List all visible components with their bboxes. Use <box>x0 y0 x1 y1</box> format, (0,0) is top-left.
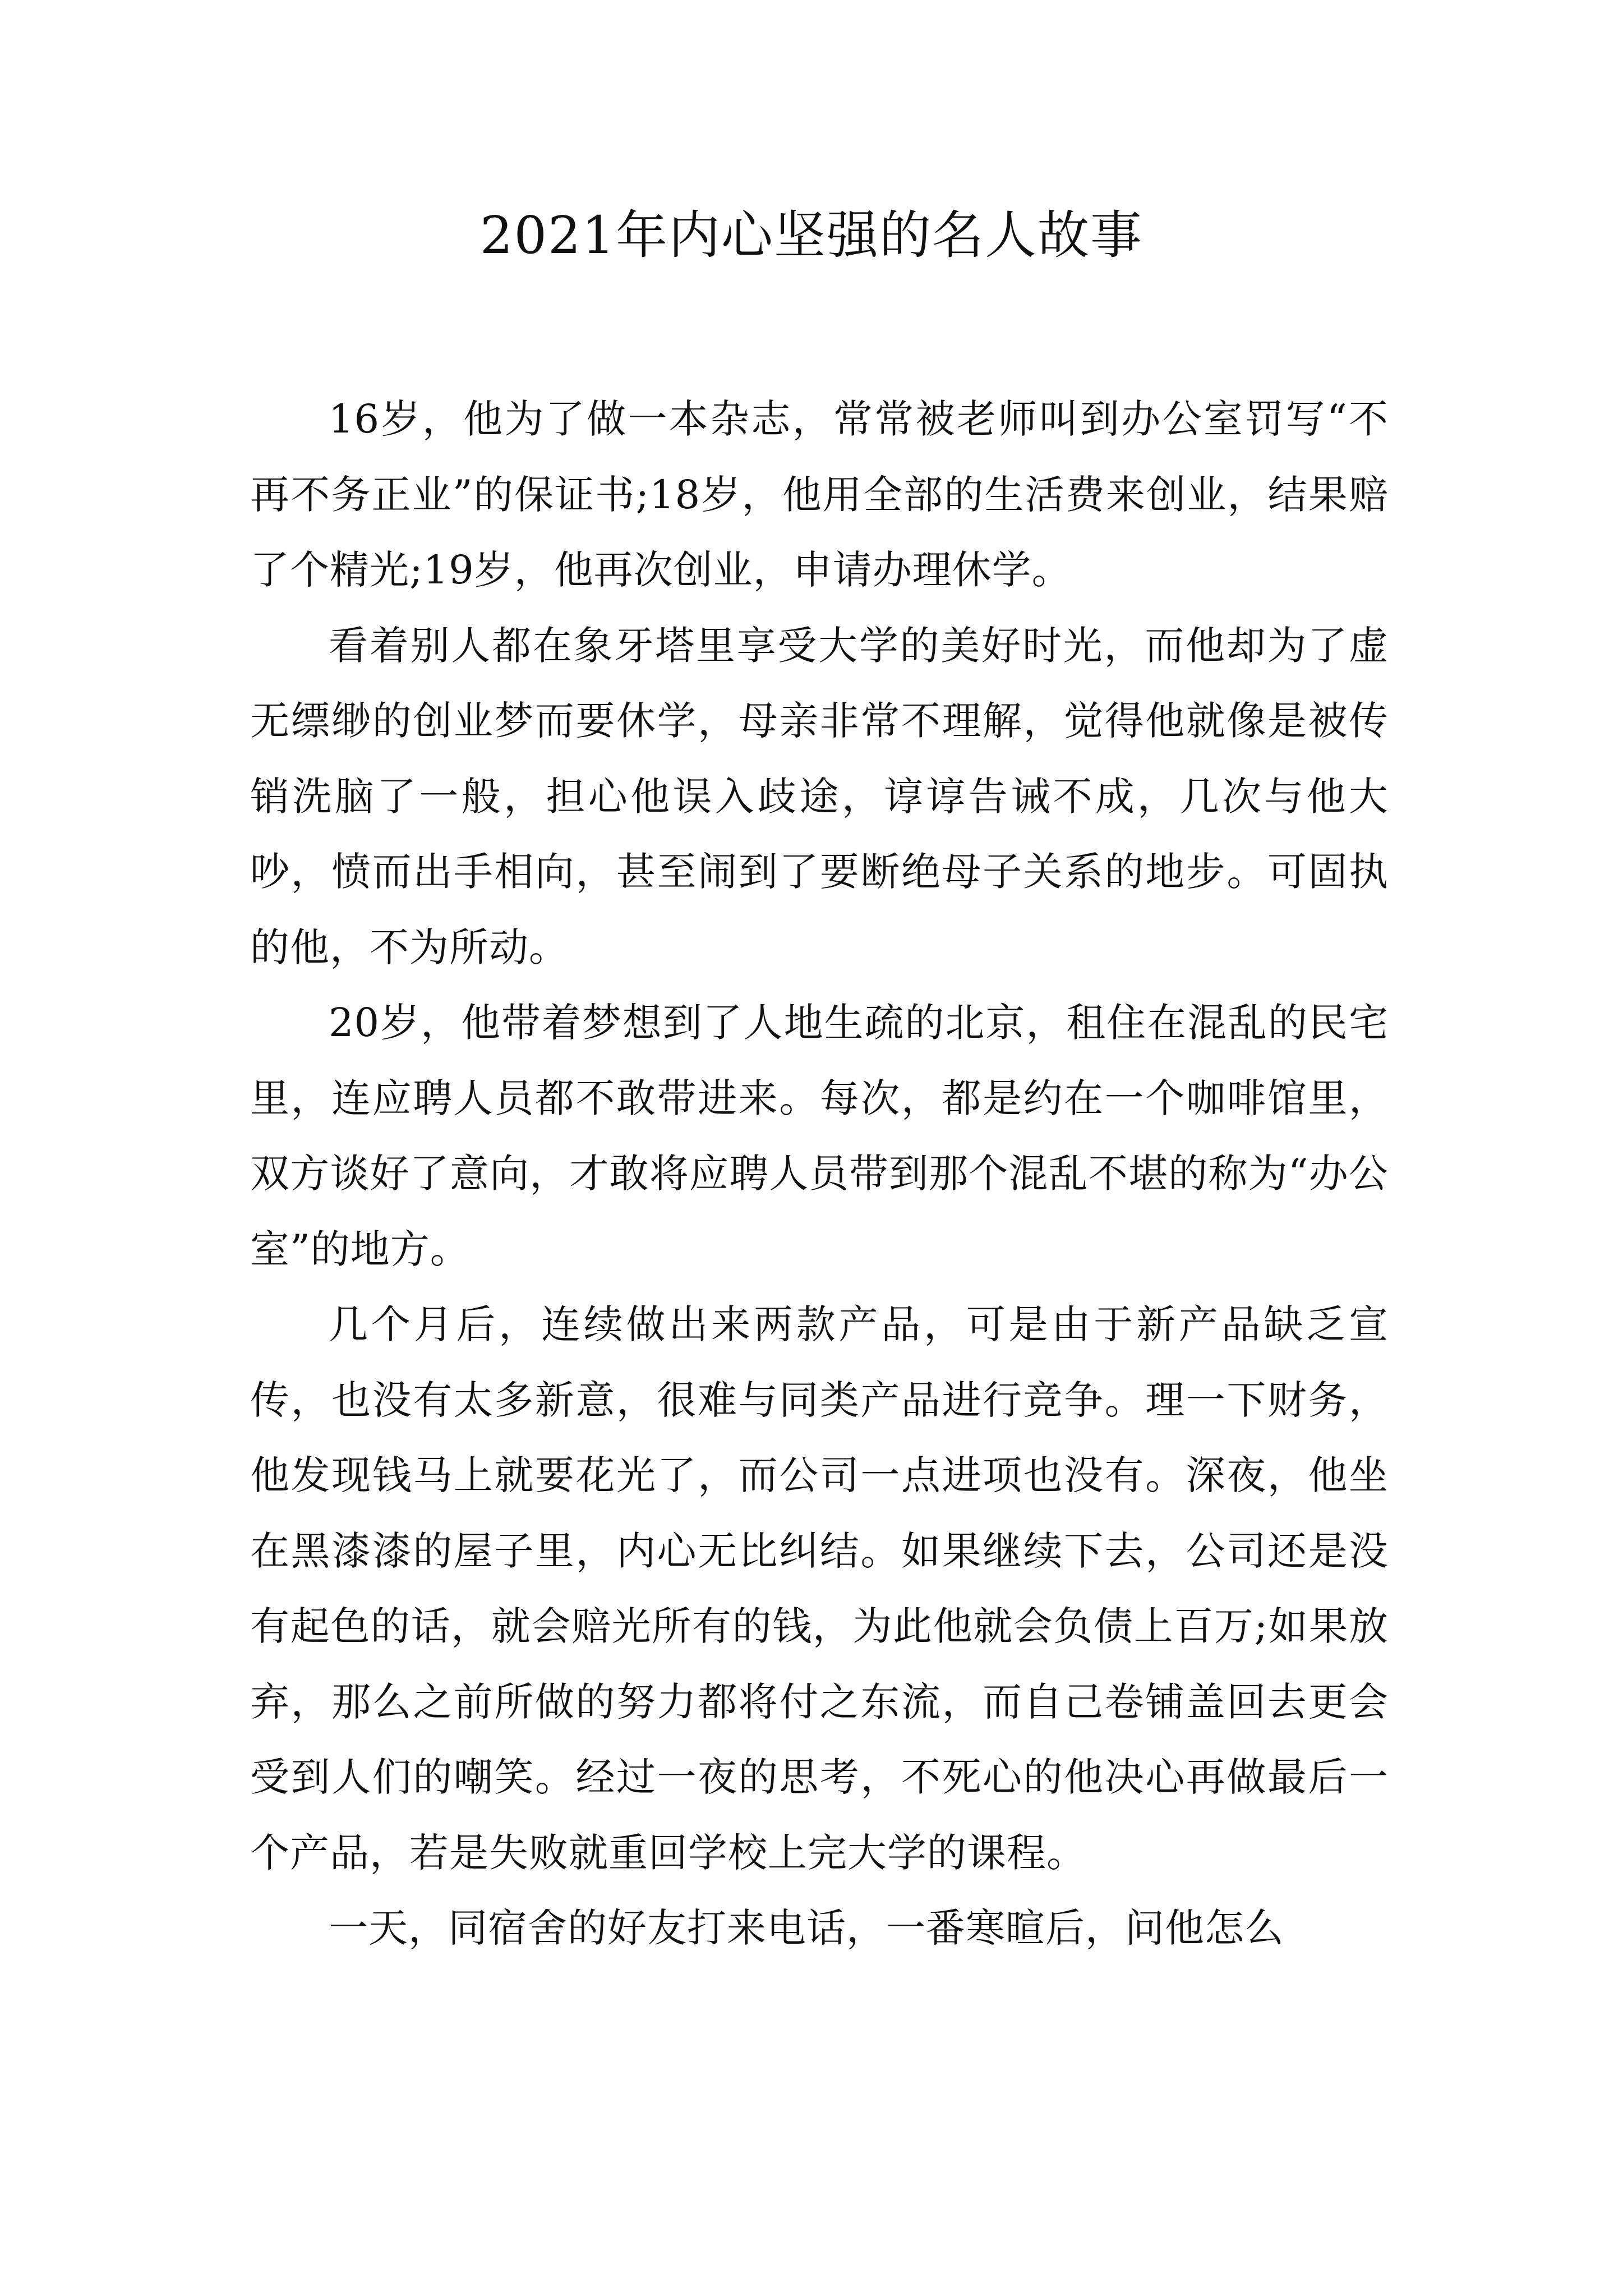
paragraph: 20岁，他带着梦想到了人地生疏的北京，租住在混乱的民宅里，连应聘人员都不敢带进来。每次，都是约在一个咖啡馆里，双方谈好了意向，才敢将应聘人员带到那个混乱不堪的称为“办公室”的地方。 <box>250 1000 1389 1272</box>
document-body <box>250 381 1389 1966</box>
paragraph: 16岁，他为了做一本杂志，常常被老师叫到办公室罚写“不再不务正业”的保证书;18岁，他用全部的生活费来创业，结果赔了个精光;19岁，他再次创业，申请办理休学。 <box>250 396 1389 593</box>
document-title: 2021年内心坚强的名人故事 <box>479 205 1144 265</box>
paragraph: 看着别人都在象牙塔里享受大学的美好时光，而他却为了虚无缥缈的创业梦而要休学，母亲非常不理解，觉得他就像是被传销洗脑了一般，担心他误入歧途，谆谆告诫不成，几次与他大吵，愤而出手相向，甚至闹到了要断绝母子关系的地步。可固执的他，不为所动。 <box>250 622 1389 970</box>
paragraph: 一天，同宿舍的好友打来电话，一番寒暄后，问他怎么 <box>329 1905 1284 1951</box>
paragraph: 几个月后，连续做出来两款产品，可是由于新产品缺乏宣传，也没有太多新意，很难与同类产品进行竞争。理一下财务，他发现钱马上就要花光了，而公司一点进项也没有。深夜，他坐在黑漆漆的屋子里，内心无比纠结。如果继续下去，公司还是没有起色的话，就会赔光所有的钱，为此他就会负债上百万;如果放弃，那么之前所做的努力都将付之东流，而自己卷铺盖回去更会受到人们的嘲笑。经过一夜的思考，不死心的他决心再做最后一个产品，若是失败就重回学校上完大学的课程。 <box>250 1301 1389 1876</box>
